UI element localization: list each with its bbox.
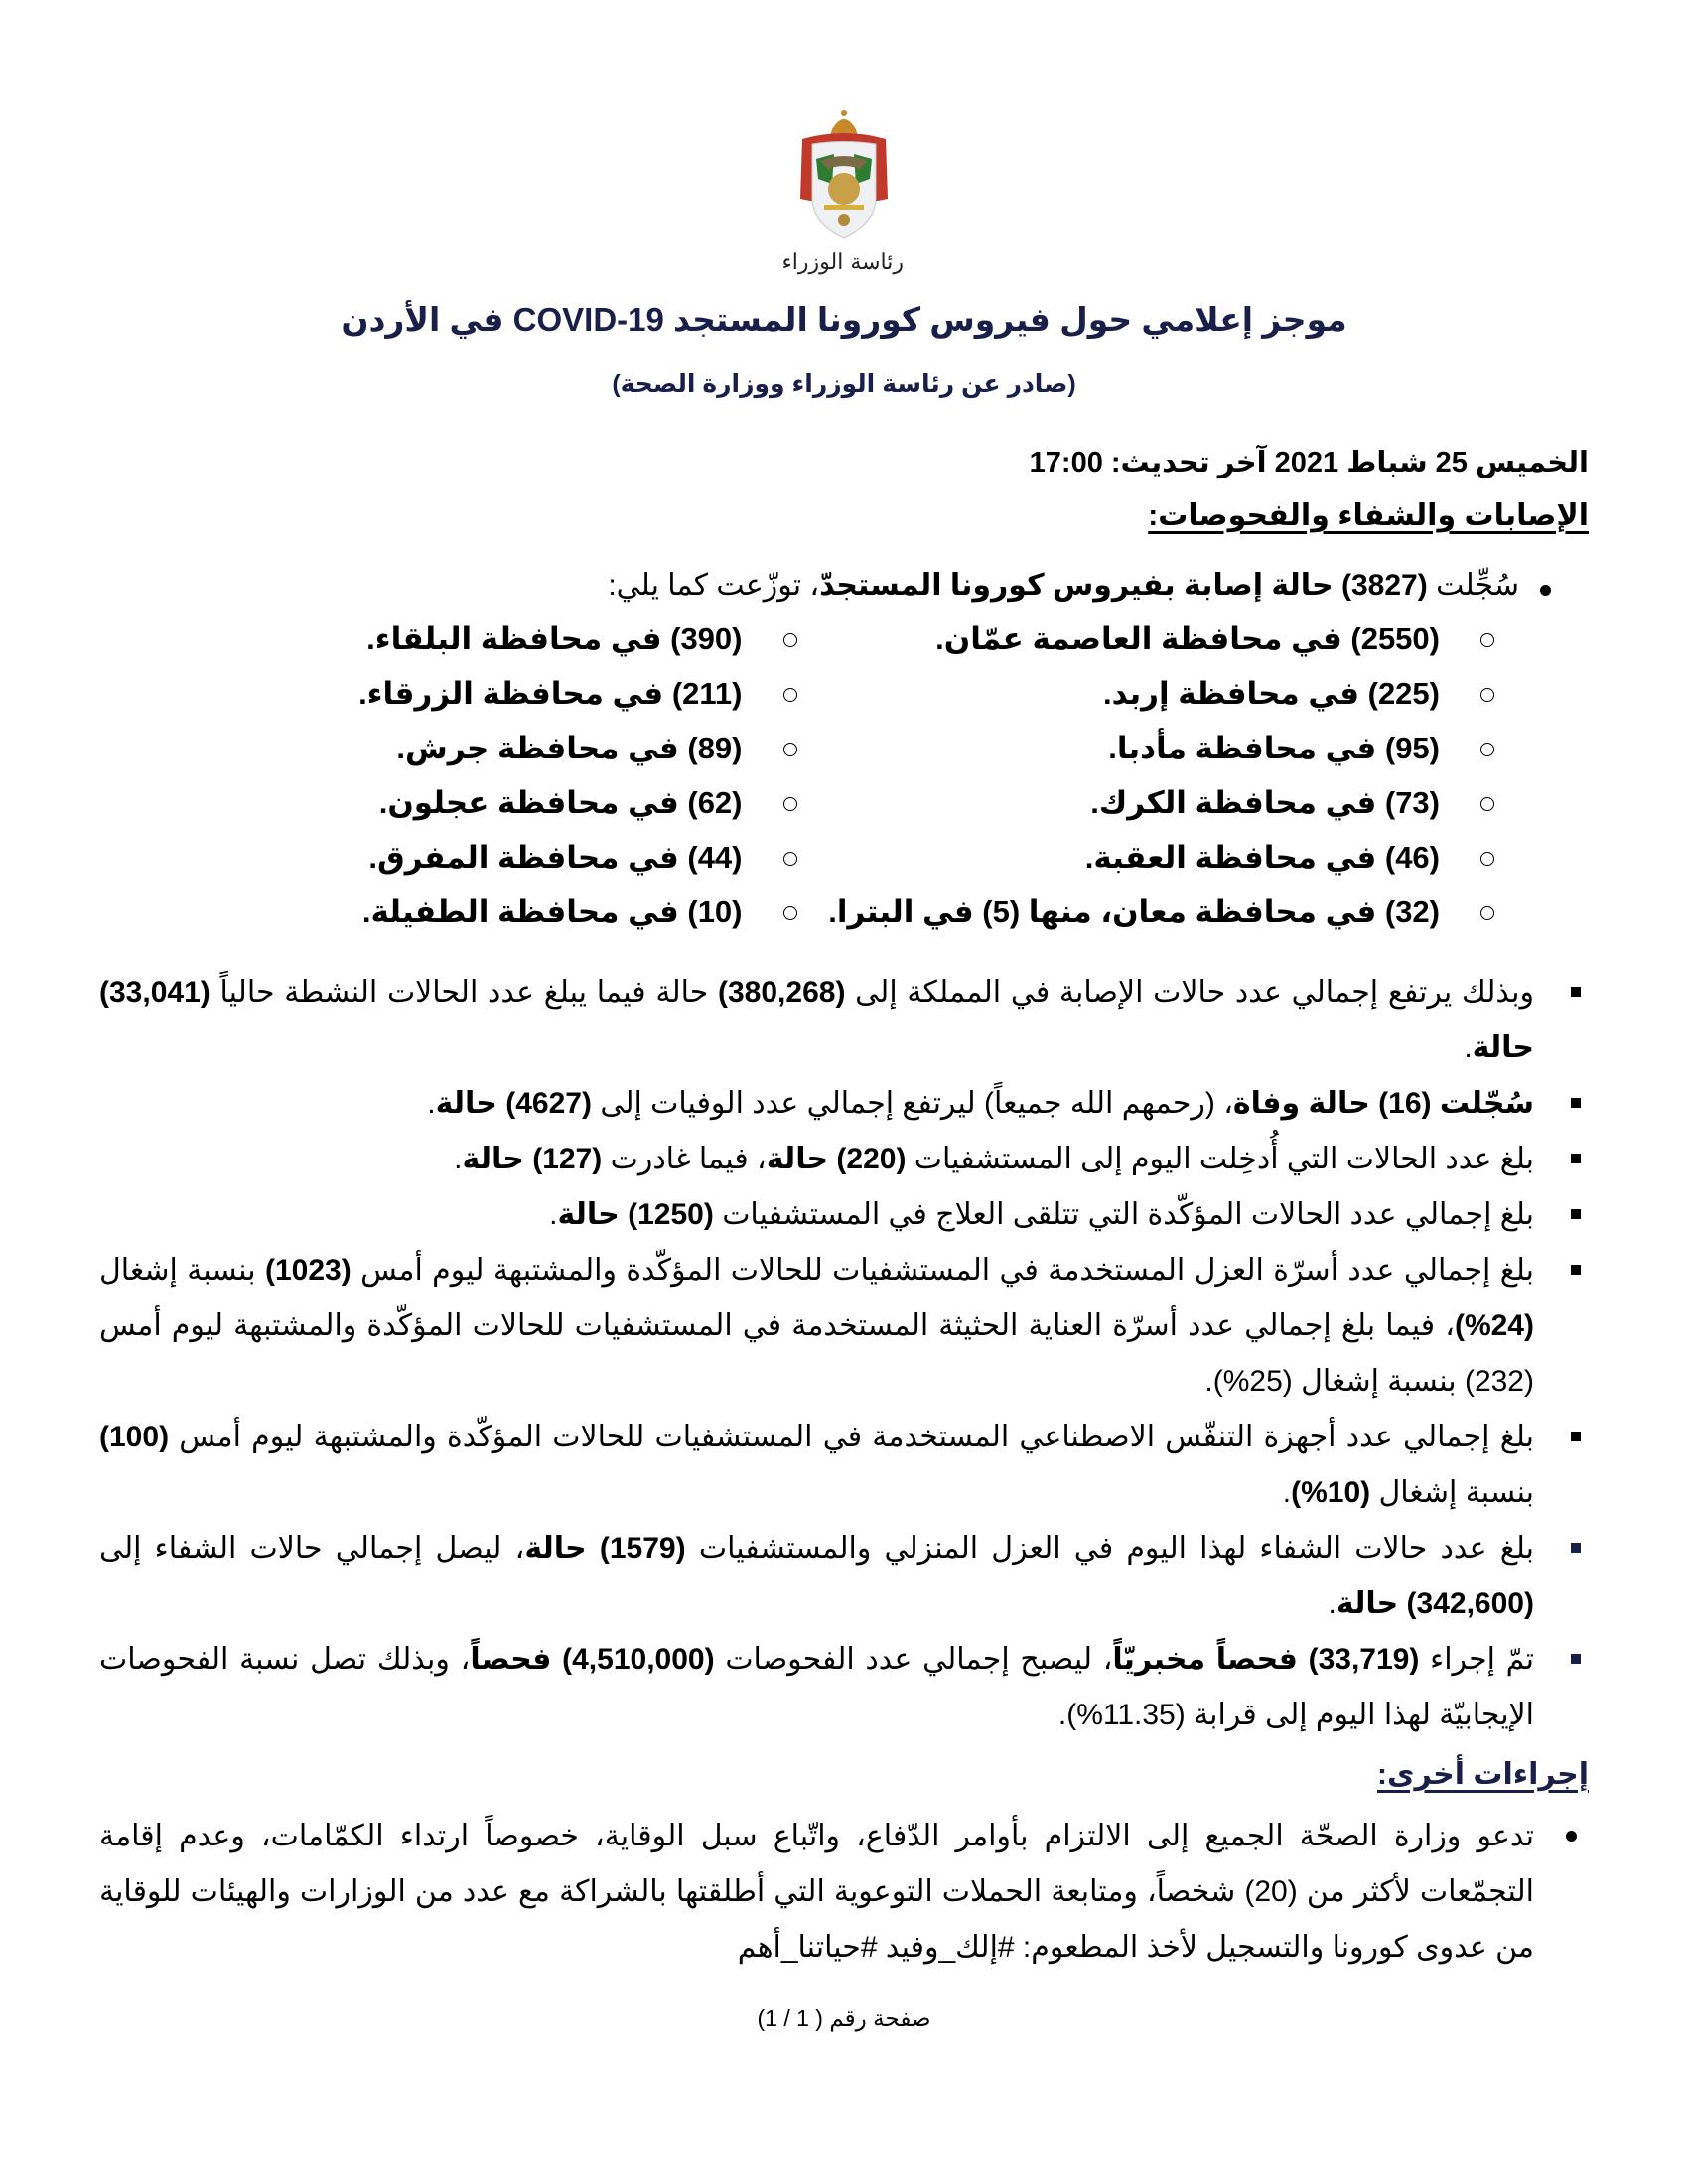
circle-bullet-icon <box>783 906 797 920</box>
new-cases-lead <box>99 568 1589 614</box>
page-title: موجز إعلامي حول فيروس كورونا المستجد COVID-19 في الأردن <box>341 301 1347 338</box>
governorate-item: (89) في محافظة جرش. <box>99 723 797 777</box>
stat-item-admissions: بلغ عدد الحالات التي أُدخِلت اليوم إلى المستشفيات (220) حالة، فيما غادرت (127) حالة. <box>99 1132 1589 1187</box>
circle-bullet-icon <box>1480 743 1494 756</box>
bullet-dot-icon <box>1540 585 1551 596</box>
stat-item-deaths: سُجّلت (16) حالة وفاة، (رحمهم الله جميعاً) ليرتفع إجمالي عدد الوفيات إلى (4627) حالة. <box>99 1076 1589 1132</box>
circle-bullet-icon <box>1480 633 1494 647</box>
square-bullet-icon <box>1571 1654 1581 1664</box>
page-number: صفحة رقم ( 1 / 1) <box>757 2005 931 2031</box>
circle-bullet-icon <box>1480 797 1494 811</box>
stat-item-recoveries: بلغ عدد حالات الشفاء لهذا اليوم في العزل المنزلي والمستشفيات (1579) حالة، ليصل إجمالي حالات الشفاء إلى (342,600) حالة. <box>99 1521 1589 1632</box>
lead-bold: (3827) حالة إصابة بفيروس كورونا المستجدّ <box>819 569 1428 602</box>
circle-bullet-icon <box>1480 906 1494 920</box>
square-bullet-icon <box>1571 1265 1581 1275</box>
lead-suffix: ، توزّعت كما يلي: <box>608 569 820 602</box>
governorate-item: (390) في محافظة البلقاء. <box>99 614 797 668</box>
logo <box>781 99 904 288</box>
circle-bullet-icon <box>783 688 797 702</box>
square-bullet-icon <box>1571 1098 1581 1108</box>
dateline: الخميس 25 شباط 2021 آخر تحديث: 17:00 <box>1029 447 1589 478</box>
governorate-item: (32) في محافظة معان، منها (5) في البترا. <box>797 887 1495 941</box>
square-bullet-icon <box>1571 1543 1581 1553</box>
statistics-list <box>99 965 1589 1743</box>
document-body <box>99 437 1589 1976</box>
other-measures-paragraph: تدعو وزارة الصحّة الجميع إلى الالتزام بأوامر الدّفاع، واتّباع سبل الوقاية، خصوصاً ارتداء الكمّامات، وعدم إقامة التجمّعات لأكثر من (20) شخصاً، ومتابعة الحملات التوعوية التي أطلقتها بالشراكة مع عدد من الوزارات والهيئات للوقاية من عدوى كورونا والتسجيل لأخذ المطعوم: #إلك_وفيد #حياتنا_أهم <box>99 1809 1589 1976</box>
stat-item-isolation-beds: بلغ إجمالي عدد أسرّة العزل المستخدمة في المستشفيات للحالات المؤكّدة والمشتبهة ليوم أمس (1023) بنسبة إشغال (24%)، فيما بلغ إجمالي عدد أسرّة العناية الحثيثة المستخدمة في المستشفيات للحالات المؤكّدة والمشتبهة ليوم أمس (232) بنسبة إشغال (25%). <box>99 1243 1589 1410</box>
circle-bullet-icon <box>1480 688 1494 702</box>
governorate-item: (2550) في محافظة العاصمة عمّان. <box>797 614 1495 668</box>
circle-bullet-icon <box>783 743 797 756</box>
bullet-dot-icon <box>1566 1831 1577 1842</box>
stat-item-total-cases: وبذلك يرتفع إجمالي عدد حالات الإصابة في المملكة إلى (380,268) حالة فيما يبلغ عدد الحالات النشطة حالياً (33,041) حالة. <box>99 965 1589 1076</box>
page-subtitle: (صادر عن رئاسة الوزراء ووزارة الصحة) <box>612 370 1076 398</box>
square-bullet-icon <box>1571 1154 1581 1163</box>
governorate-item: (44) في محافظة المفرق. <box>99 832 797 887</box>
square-bullet-icon <box>1571 987 1581 997</box>
circle-bullet-icon <box>1480 852 1494 866</box>
circle-bullet-icon <box>783 797 797 811</box>
square-bullet-icon <box>1571 1432 1581 1441</box>
governorate-item: (225) في محافظة إربد. <box>797 668 1495 723</box>
stat-item-ventilators: بلغ إجمالي عدد أجهزة التنفّس الاصطناعي المستخدمة في المستشفيات للحالات المؤكّدة والمشتبهة ليوم أمس (100) بنسبة إشغال (10%). <box>99 1410 1589 1521</box>
governorate-item: (62) في محافظة عجلون. <box>99 777 797 832</box>
governorate-item: (46) في محافظة العقبة. <box>797 832 1495 887</box>
governorate-item: (211) في محافظة الزرقاء. <box>99 668 797 723</box>
square-bullet-icon <box>1571 1209 1581 1219</box>
logo-caption: رئاسة الوزراء <box>781 250 904 275</box>
stat-item-hospitalized: بلغ إجمالي عدد الحالات المؤكّدة التي تتلقى العلاج في المستشفيات (1250) حالة. <box>99 1187 1589 1243</box>
section-heading-cases: الإصابات والشفاء والفحوصات: <box>1148 499 1589 532</box>
governorate-list <box>99 614 1494 941</box>
governorate-item: (10) في محافظة الطفيلة. <box>99 887 797 941</box>
jordan-coat-of-arms-icon <box>784 99 904 248</box>
circle-bullet-icon <box>783 852 797 866</box>
governorate-item: (73) في محافظة الكرك. <box>797 777 1495 832</box>
circle-bullet-icon <box>783 633 797 647</box>
section-heading-other-measures: إجراءات أخرى: <box>1376 1758 1589 1791</box>
lead-prefix: سُجِّلت <box>1436 569 1519 602</box>
governorate-item: (95) في محافظة مأدبا. <box>797 723 1495 777</box>
stat-item-tests: تمّ إجراء (33,719) فحصاً مخبريّاً، ليصبح إجمالي عدد الفحوصات (4,510,000) فحصاً، وبذلك تصل نسبة الفحوصات الإيجابيّة لهذا اليوم إلى قرابة (11.35%). <box>99 1632 1589 1743</box>
